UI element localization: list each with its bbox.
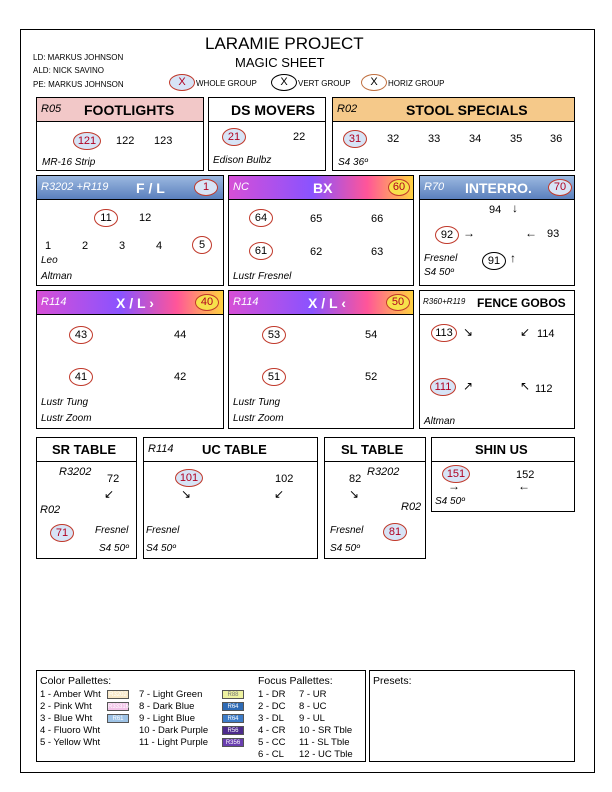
channel-34: 34 xyxy=(469,133,482,145)
channel-102: 102 xyxy=(275,473,294,485)
chip-light-green: R88 xyxy=(222,690,244,699)
fence-gel: R360+R119 xyxy=(423,297,466,306)
footlights-title: FOOTLIGHTS xyxy=(84,102,175,118)
arrow-102: ↙ xyxy=(274,487,285,501)
uc-table-title: UC TABLE xyxy=(202,442,267,457)
channel-152: 152 xyxy=(516,469,535,481)
focus-11: 11 - SL Tble xyxy=(299,737,350,748)
arrow-72: ↙ xyxy=(104,487,115,501)
channel-92: 92 xyxy=(435,226,459,244)
fl-group-badge: 1 xyxy=(194,179,218,196)
focus-1: 1 - DR xyxy=(258,689,286,700)
shin-us-box xyxy=(431,437,575,512)
channel-82: 82 xyxy=(349,473,362,485)
presets-title: Presets: xyxy=(373,675,412,687)
show-title: LARAMIE PROJECT xyxy=(205,34,364,53)
pe-credit: PE: MARKUS JOHNSON xyxy=(33,80,124,89)
focus-8: 8 - UC xyxy=(299,701,327,712)
color-7: 7 - Light Green xyxy=(139,689,203,700)
sl-table-gel1: R3202 xyxy=(367,466,400,478)
sl-table-title: SL TABLE xyxy=(341,442,404,457)
arrow-111: ↗ xyxy=(463,379,474,393)
arrow-114: ↙ xyxy=(520,325,531,339)
channel-54: 54 xyxy=(365,329,378,341)
arrow-112: ↖ xyxy=(520,379,531,393)
focus-6: 6 - CL xyxy=(258,749,284,760)
color-11: 11 - Light Purple xyxy=(139,737,209,748)
uc-table-s4: S4 50º xyxy=(146,543,176,554)
channel-44: 44 xyxy=(174,329,187,341)
channel-81: 81 xyxy=(383,523,407,541)
chip-dark-purple: R56 xyxy=(222,726,244,735)
color-pallettes-box xyxy=(36,670,366,762)
chip-amber: R3202 xyxy=(107,690,129,699)
sheet-subtitle: MAGIC SHEET xyxy=(235,55,325,70)
ld-credit: LD: MARKUS JOHNSON xyxy=(33,53,124,62)
fl-title: F / L xyxy=(136,180,165,196)
channel-93: 93 xyxy=(547,228,560,240)
arrow-151: → xyxy=(448,479,460,493)
ds-movers-title: DS MOVERS xyxy=(231,102,316,118)
fence-title: FENCE GOBOS xyxy=(477,296,566,310)
channel-4: 4 xyxy=(156,240,163,252)
xl-right-note2: Lustr Zoom xyxy=(41,413,92,424)
uc-table-gel: R114 xyxy=(148,443,174,455)
channel-63: 63 xyxy=(371,246,384,258)
xl-left-box xyxy=(228,290,414,429)
focus-9: 9 - UL xyxy=(299,713,325,724)
fence-note: Altman xyxy=(424,416,456,427)
sr-table-box xyxy=(36,437,137,559)
channel-52: 52 xyxy=(365,371,378,383)
whole-group-label: WHOLE GROUP xyxy=(196,79,257,88)
channel-21: 21 xyxy=(222,128,246,146)
stool-title: STOOL SPECIALS xyxy=(406,102,528,118)
ds-movers-note: Edison Bulbz xyxy=(213,155,272,166)
channel-41: 41 xyxy=(69,368,93,386)
stool-specials-box xyxy=(332,97,575,171)
sr-table-gel1: R3202 xyxy=(59,466,92,478)
chip-pink: R33316 xyxy=(108,704,130,710)
interro-title: INTERRO. xyxy=(465,180,532,196)
arrow-92: → xyxy=(463,226,475,240)
channel-91: 91 xyxy=(482,252,506,270)
color-10: 10 - Dark Purple xyxy=(139,725,209,736)
footlights-note: MR-16 Strip xyxy=(42,157,96,168)
presets-box xyxy=(369,670,575,762)
color-4: 4 - Fluoro Wht xyxy=(40,725,101,736)
shin-us-title: SHIN US xyxy=(475,442,528,457)
focus-2: 2 - DC xyxy=(258,701,286,712)
arrow-94: ↓ xyxy=(512,201,518,215)
channel-31: 31 xyxy=(343,130,367,148)
shin-us-s4: S4 50º xyxy=(435,496,465,507)
channel-35: 35 xyxy=(510,133,523,145)
xl-right-box xyxy=(36,290,224,429)
interro-gel: R70 xyxy=(424,181,445,193)
color-5: 5 - Yellow Wht xyxy=(40,737,101,748)
channel-3: 3 xyxy=(119,240,126,252)
xl-left-note1: Lustr Tung xyxy=(233,397,281,408)
horiz-group-marker: X xyxy=(361,74,387,91)
xl-right-title: X / L › xyxy=(116,295,154,311)
color-pallettes-title: Color Pallettes: xyxy=(40,675,112,687)
channel-101: 101 xyxy=(175,469,203,487)
xl-right-gel: R114 xyxy=(41,296,67,308)
channel-36: 36 xyxy=(550,133,563,145)
channel-114: 114 xyxy=(537,328,555,340)
channel-62: 62 xyxy=(310,246,323,258)
fence-gobos-box xyxy=(419,290,575,429)
bx-gel: NC xyxy=(233,181,249,193)
chip-dark-blue: R64 xyxy=(222,702,244,711)
focus-5: 5 - CC xyxy=(258,737,286,748)
channel-113: 113 xyxy=(431,324,457,342)
interro-group-badge: 70 xyxy=(548,179,572,196)
color-9: 9 - Light Blue xyxy=(139,713,195,724)
uc-table-box xyxy=(143,437,318,559)
channel-12: 12 xyxy=(139,212,152,224)
vert-group-marker: X xyxy=(271,74,297,91)
sr-table-gel2: R02 xyxy=(40,504,61,516)
channel-65: 65 xyxy=(310,213,323,225)
focus-pallettes-title: Focus Pallettes: xyxy=(258,675,333,687)
arrow-93: ← xyxy=(525,226,537,240)
sr-table-title: SR TABLE xyxy=(52,442,117,457)
channel-5: 5 xyxy=(192,236,212,254)
channel-33: 33 xyxy=(428,133,441,145)
sr-table-s4: S4 50º xyxy=(99,543,129,554)
focus-12: 12 - UC Tble xyxy=(299,749,353,760)
color-2: 2 - Pink Wht xyxy=(40,701,92,712)
channel-121: 121 xyxy=(73,132,101,150)
xl-left-group-badge: 50 xyxy=(386,294,410,311)
focus-7: 7 - UR xyxy=(299,689,327,700)
vert-group-label: VERT GROUP xyxy=(298,79,351,88)
channel-43: 43 xyxy=(69,326,93,344)
horiz-group-label: HORIZ GROUP xyxy=(388,79,445,88)
ald-credit: ALD: NICK SAVINO xyxy=(33,66,104,75)
channel-11: 11 xyxy=(94,209,118,227)
xl-right-group-badge: 40 xyxy=(195,294,219,311)
channel-2: 2 xyxy=(82,240,89,252)
xl-left-title: X / L ‹ xyxy=(308,295,346,311)
xl-right-note1: Lustr Tung xyxy=(41,397,89,408)
channel-61: 61 xyxy=(249,242,273,260)
bx-note: Lustr Fresnel xyxy=(233,271,292,282)
fl-box xyxy=(36,175,224,286)
focus-4: 4 - CR xyxy=(258,725,286,736)
ds-movers-box xyxy=(208,97,326,171)
arrow-113: ↘ xyxy=(463,325,474,339)
chip-light-blue: R64 xyxy=(222,714,244,723)
arrow-152: ← xyxy=(518,479,530,493)
xl-left-note2: Lustr Zoom xyxy=(233,413,284,424)
color-1: 1 - Amber Wht xyxy=(40,689,101,700)
fl-gel: R3202 +R119 xyxy=(41,181,109,193)
whole-group-marker: X xyxy=(169,74,195,91)
color-3: 3 - Blue Wht xyxy=(40,713,93,724)
color-8: 8 - Dark Blue xyxy=(139,701,195,712)
uc-table-fresnel: Fresnel xyxy=(146,525,180,536)
footlights-gel: R05 xyxy=(41,103,62,115)
fl-altman: Altman xyxy=(41,271,73,282)
xl-left-gel: R114 xyxy=(233,296,259,308)
channel-123: 123 xyxy=(154,135,173,147)
channel-72: 72 xyxy=(107,473,120,485)
stool-gel: R02 xyxy=(337,103,358,115)
interro-s4: S4 50º xyxy=(424,267,454,278)
footlights-box xyxy=(36,97,204,171)
channel-71: 71 xyxy=(50,524,74,542)
bx-group-badge: 60 xyxy=(388,179,410,196)
chip-light-purple: R356 xyxy=(222,738,244,747)
arrow-101: ↘ xyxy=(181,487,192,501)
channel-22: 22 xyxy=(293,131,306,143)
fl-leo: Leo xyxy=(41,255,58,266)
channel-1: 1 xyxy=(45,240,52,252)
channel-151: 151 xyxy=(442,465,470,483)
sl-table-s4: S4 50º xyxy=(330,543,360,554)
sl-table-box xyxy=(324,437,426,559)
channel-53: 53 xyxy=(262,326,286,344)
channel-122: 122 xyxy=(116,135,135,147)
sl-table-gel2: R02 xyxy=(401,501,422,513)
channel-51: 51 xyxy=(262,368,286,386)
arrow-82: ↘ xyxy=(349,487,360,501)
sl-table-fresnel: Fresnel xyxy=(330,525,364,536)
channel-64: 64 xyxy=(249,209,273,227)
chip-blue: R61 xyxy=(107,714,129,723)
focus-10: 10 - SR Tble xyxy=(299,725,353,736)
bx-title: BX xyxy=(313,180,333,196)
channel-66: 66 xyxy=(371,213,384,225)
arrow-91: ↑ xyxy=(510,251,516,265)
interro-box xyxy=(419,175,575,286)
channel-111: 111 xyxy=(430,378,456,396)
channel-112: 112 xyxy=(535,383,553,395)
interro-fresnel: Fresnel xyxy=(424,253,458,264)
channel-32: 32 xyxy=(387,133,400,145)
channel-94: 94 xyxy=(489,204,502,216)
stool-note: S4 36º xyxy=(338,157,368,168)
focus-3: 3 - DL xyxy=(258,713,284,724)
channel-42: 42 xyxy=(174,371,187,383)
sr-table-fresnel: Fresnel xyxy=(95,525,129,536)
bx-box xyxy=(228,175,414,286)
